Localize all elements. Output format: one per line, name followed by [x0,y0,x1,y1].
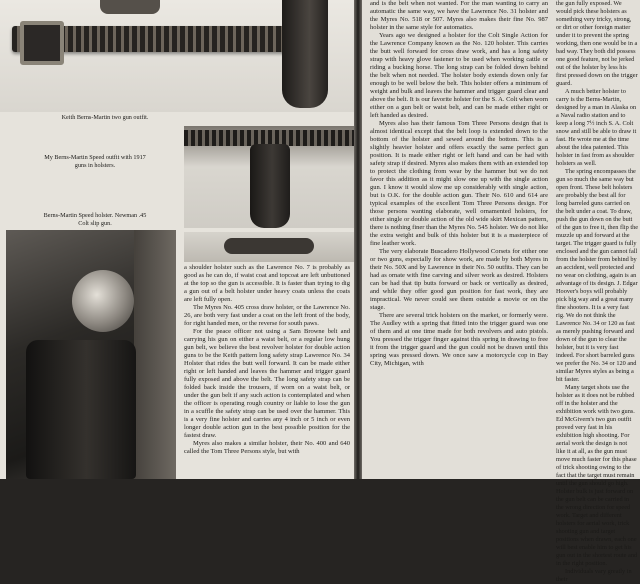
caption-my-speed-outfit: My Berns-Martin Speed outfit with 1917 guns in holsters. [44,154,146,169]
two-gun-outfit-photo [0,0,354,112]
paragraph: Myres also makes a similar holster, their No. 400 and 640 called the Tom Three Persons style, but with [184,440,350,455]
holster-shape [26,340,136,479]
paragraph: A much better holster to carry is the Berns-Martin, designed by a man in Alaska on a Naval radio station and to keep a long 7½ inch S. A. Colt snow and still be able to draw it fast. He wrote me at the time about the idea patented. This holster in fast from as shoulder holsters as well. [556,88,637,167]
caption-speed-holster: Berns-Martin Speed holster. Newman .45 Colt slip gun. [43,212,147,227]
paragraph: The very elaborate Buscadero Hollywood Corsets for either one or two guns, especially for show work, are made by both Myres in their No. 50X and by Lawrence in their No. 50 outfits. They can be had as ornate with fine carving and silver work as desired. Holsters can be had that tip butts forward or back or vertically as desired, and while they offer good gun position for fast work, they are impractical. We never could see them outside a movie or on the stage. [370,248,548,311]
left-text-column [184,264,350,479]
revolver-shape [224,238,314,254]
left-page [0,0,354,479]
paragraph: the gun fully exposed. We would pick these holsters as something very tricky, strong, or dirt or other foreign matter under it to prevent the spring working, then one would be in a bad way. They both did possess one good feature, not be jerked out of the holster by less his first pressed down on the trigger guard. [556,0,638,87]
paragraph: For the peace officer not using a Sam Browne belt and carrying his gun on either a waist belt, or a regular low hung gun belt, we believe the best revolver holster for double action guns to be the Keith pattern long safety strap Lawrence No. 34 Holster that rides the butt well forward. It can be made either right or left handed and leaves the hammer and trigger guard fully exposed and above the belt. The long safety strap can be folded back inside the trousers, if worn on a waist belt, or under the gun belt if any such action is contemplated and when the officer is operating rough country or liable to lose the gun in a scuffle the safety strap can be used over the hammer. This is a very fine holster and carries any 4 inch or 5 inch or even longer double action gun in the best possible position for the fastest draw. [184,328,350,439]
paragraph: Years ago we designed a holster for the Colt Single Action for the Lawrence Company known as the No. 120 holster. This carries the butt well forward for cross draw work, and has a long safety strap with heavy glove fastener to be used when working cattle or riding a bucking horse. The long strap can be folded down behind the belt when not needed. The holster body extends down only far enough to be well below the belt. This holster offers a minimum of weight and bulk and leaves the hammer and trigger guard clear and above the belt. It is our favorite holster for the S. A. Colt when worn either on a gun belt or waist belt, and can be made either right or left handed as desired. [370,32,548,119]
speed-holster-photo [6,230,176,479]
book-gutter [354,0,362,479]
paragraph: There are several trick holsters on the market, or formerly were. The Audley with a spring that fitted into the trigger guard was one of them and at one time made for both revolvers and auto pistols. You pressed the trigger finger against this spring in drawing to free it from the trigger guard and the gun could not be drawn until this spring was pressed down. We once saw a motorcycle cop in Bay City, Michigan, with [370,312,548,367]
right-main-text-column [370,0,548,479]
right-side-text-column [556,0,639,583]
paragraph: Myres also has their famous Tom Three Persons design that is almost identical except that the belt loop is extended down to the bottom of the holster and sewed around the bottom. This is a slightly heavier holster and offers exactly the same perfect gun position. It is made either right or left hand and can be had with safety strap if desired. Myres also makes them with an extended top to protect the clothing from wear by the hammer but we do not favor this addition as it might slow one up with the single action gun. I know it would slow me up considerably with single action, but is O.K. for the double action gun. Their No. 610 and 614 are typical examples of the excellent Tom Three Persons design. For those persons wanting elaborate, well ornamented holsters, for either single or double action of the old wide skirt Mexican pattern, there is nothing finer than the Myres No. 545 holster. We do not like the extra weight and bulk of this holster but it is a masterpiece of fine leather work. [370,120,548,247]
holster-shape [250,144,290,228]
paragraph: Individuals vary greatly in their [556,568,632,583]
paragraph: a shoulder holster such as the Lawrence No. 7 is probably as good as he can do, if waist coat and topcoat are left unbuttoned at the top so the gun is accessible. It is faster than trying to dig a gun out of a belt holster under heavy coats unless the coats are left fully open. [184,264,350,303]
revolver-shape [100,0,160,14]
caption-keith: Keith Berns-Martin two gun outfit. [61,114,149,121]
revolver-cylinder-shape [72,270,134,332]
paragraph: Many target shots use the holster as it does not be rubbed off in the holster and the exhibition work with two guns. Ed McGivern's two gun outfit proved very fast in his exhibition high shooting. For aerial work the design is not like it at all, as the gun must move much faster for this phase of trick shooting owing to the fact that the target must remain until the gun should go high. Holster bulk is just forward on the gun belt can be carried in the wrong direction for speed work. Target and different holsters for aerial work, trick shooting gun and target positions when drawn, each one will best enable him to get his gun out in the shortest route and in the right position. [556,384,638,567]
belt-buckle-shape [20,21,64,65]
holster-shape [282,0,328,108]
paragraph: The Myres No. 405 cross draw holster, or the Lawrence No. 26, are both very fast under a coat on the left front of the body, for right handed men, or the reverse for south paws. [184,304,350,327]
slip-gun-photo [184,232,354,262]
arm-shape [134,230,176,479]
paragraph: and is the belt when not wanted. For the man wanting to carry an automatic the same way, we have the Lawrence No. 31 holster and the Myres No. 518 or 507. Myres also makes their fine No. 987 holster in the same style for automatics. [370,0,548,31]
speed-outfit-photo [184,126,354,228]
paragraph: The spring encompasses the gun so much the same way but open front. These belt holsters are probably the best all for long barreled guns carried on the belt under a coat. To draw, push the gun down on the butt of the gun to free it, then flip the muzzle up and forward at the target. The trigger guard is fully enclosed and the gun cannot fall from the holster from behind by an accident, well protected and no wear on clothing, again is an advantage of its design. J. Edgar Hoover's boys will probably pick big way and a great many fine shooters. It is a very fast rig. We do not think the Lawrence No. 34 or 120 as fast as merely pushing forward and down of the gun to clear the holster, but it is very fast indeed. For short barreled guns we prefer the No. 34 or 120 and similar Myres styles as being a bit faster. [556,168,639,383]
right-page [362,0,640,583]
